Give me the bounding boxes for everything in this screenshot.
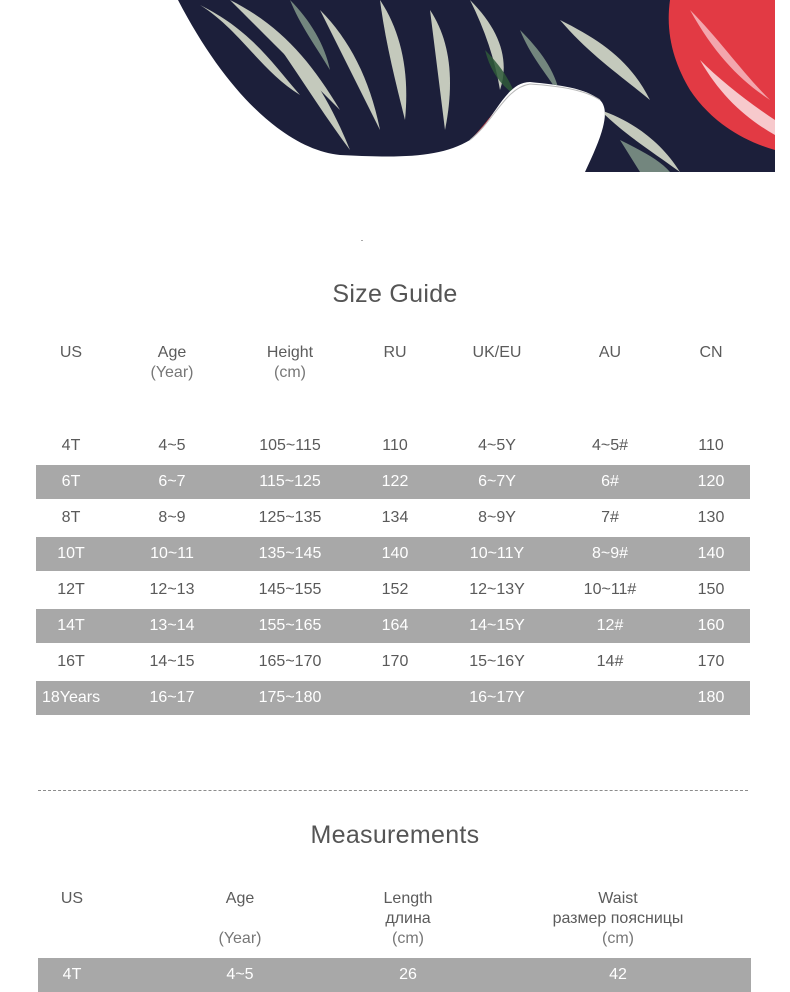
meas-header-waist: Waist размер поясницы (cm) — [552, 890, 684, 947]
table-cell: 170 — [697, 653, 725, 670]
table-cell: 10T — [57, 545, 85, 562]
table-row — [36, 681, 750, 715]
table-cell: 16~17 — [149, 689, 195, 706]
table-cell: 12# — [596, 617, 624, 634]
table-cell: 15~16Y — [469, 653, 525, 670]
header-us: US — [59, 344, 83, 361]
table-cell: 150 — [697, 581, 725, 598]
table-row — [36, 645, 750, 679]
meas-header-length: Length длина (cm) — [383, 890, 433, 947]
table-cell: 6~7Y — [478, 473, 516, 490]
table-cell: 8~9# — [591, 545, 629, 562]
header-age: Age (Year) — [150, 344, 194, 381]
header-cn: CN — [699, 344, 723, 361]
table-cell: 14# — [596, 653, 624, 670]
table-cell: 4~5# — [591, 437, 629, 454]
table-cell: 12~13 — [149, 581, 195, 598]
table-row — [36, 429, 750, 463]
table-cell: 6~7 — [158, 473, 186, 490]
table-cell: 6# — [601, 473, 619, 490]
table-cell: 16T — [57, 653, 85, 670]
table-cell: 4T — [61, 437, 81, 454]
table-cell: 12T — [57, 581, 85, 598]
table-cell: 8T — [61, 509, 81, 526]
table-cell: 170 — [381, 653, 409, 670]
table-cell: 120 — [697, 473, 725, 490]
measurements-title: Measurements — [310, 821, 480, 849]
table-cell: 140 — [381, 545, 409, 562]
header-height: Height (cm) — [266, 344, 314, 381]
header-au: AU — [598, 344, 622, 361]
table-cell: 10~11Y — [469, 545, 525, 562]
table-cell: 140 — [697, 545, 725, 562]
size-guide-title: Size Guide — [332, 280, 458, 308]
table-cell: 110 — [698, 437, 724, 454]
table-cell: 8~9 — [158, 509, 186, 526]
table-cell: 4~5 — [226, 966, 254, 983]
table-cell: 164 — [381, 617, 409, 634]
table-cell: 7# — [601, 509, 619, 526]
table-row — [36, 537, 750, 571]
product-photo — [0, 0, 790, 175]
table-cell: 14~15Y — [469, 617, 525, 634]
table-cell: 134 — [381, 509, 409, 526]
table-row — [38, 958, 751, 992]
header-uk-eu: UK/EU — [472, 344, 522, 361]
table-cell: 14~15 — [149, 653, 195, 670]
table-cell: 42 — [609, 966, 627, 983]
table-cell: 14T — [57, 617, 85, 634]
table-cell: 4~5 — [158, 437, 186, 454]
header-ru: RU — [383, 344, 407, 361]
table-cell: 152 — [381, 581, 409, 598]
table-row — [36, 609, 750, 643]
table-row — [36, 573, 750, 607]
table-cell: 110 — [382, 437, 408, 454]
table-cell: 180 — [697, 689, 725, 706]
table-cell: 155~165 — [258, 617, 322, 634]
table-cell: 145~155 — [258, 581, 322, 598]
table-cell: 175~180 — [258, 689, 322, 706]
table-cell: 135~145 — [258, 545, 322, 562]
table-cell: 122 — [381, 473, 409, 490]
table-cell: 10~11# — [583, 581, 637, 598]
table-cell: 165~170 — [258, 653, 322, 670]
table-cell: 8~9Y — [478, 509, 516, 526]
meas-header-us: US — [60, 890, 84, 907]
table-cell: 105~115 — [259, 437, 321, 454]
separator-dot — [361, 240, 363, 241]
table-cell: 4T — [62, 966, 82, 983]
table-cell: 18Years — [41, 689, 101, 706]
meas-header-age: Age (Year) — [218, 890, 262, 947]
table-row — [36, 501, 750, 535]
table-cell: 130 — [697, 509, 725, 526]
table-cell: 26 — [399, 966, 417, 983]
table-row — [36, 465, 750, 499]
dashed-divider — [38, 790, 748, 791]
table-cell: 10~11 — [150, 545, 194, 562]
table-cell: 13~14 — [149, 617, 195, 634]
table-cell: 16~17Y — [469, 689, 525, 706]
table-cell: 6T — [61, 473, 81, 490]
table-cell: 12~13Y — [469, 581, 525, 598]
table-cell: 4~5Y — [478, 437, 516, 454]
table-cell: 160 — [697, 617, 725, 634]
table-cell: 115~125 — [259, 473, 321, 490]
table-cell: 125~135 — [258, 509, 322, 526]
